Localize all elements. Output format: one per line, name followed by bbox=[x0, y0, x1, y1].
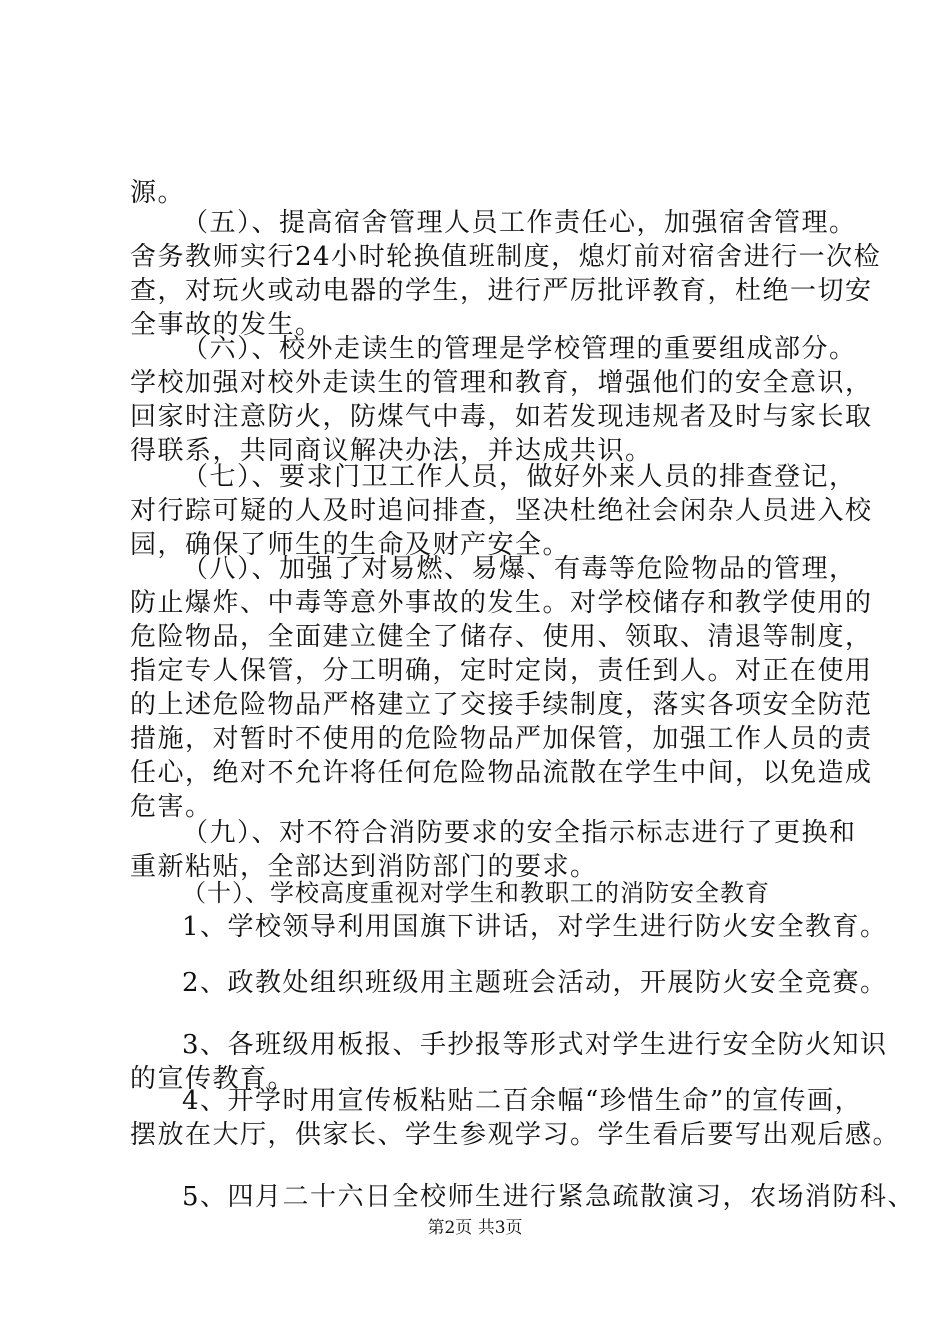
text-line: 学校加强对校外走读生的管理和教育，增强他们的安全意识， bbox=[130, 368, 873, 398]
text-line: 指定专人保管，分工明确，定时定岗，责任到人。对正在使用 bbox=[130, 656, 873, 686]
text-line: （五）、提高宿舍管理人员工作责任心，加强宿舍管理。 bbox=[182, 208, 857, 238]
text-line: 源。 bbox=[130, 178, 186, 208]
text-line: 舍务教师实行24小时轮换值班制度，熄灯前对宿舍进行一次检 bbox=[130, 242, 882, 272]
text-line: 2、政教处组织班级用主题班会活动，开展防火安全竞赛。 bbox=[182, 968, 888, 998]
text-line: （九）、对不符合消防要求的安全指示标志进行了更换和 bbox=[182, 818, 857, 848]
text-line: 防止爆炸、中毒等意外事故的发生。对学校储存和教学使用的 bbox=[130, 588, 873, 618]
text-line: （八）、加强了对易燃、易爆、有毒等危险物品的管理， bbox=[182, 554, 857, 584]
text-line: （十）、学校高度重视对学生和教职工的消防安全教育 bbox=[182, 879, 770, 907]
text-line: 5、四月二十六日全校师生进行紧急疏散演习，农场消防科、 bbox=[182, 1182, 916, 1212]
text-line: 重新粘贴，全部达到消防部门的要求。 bbox=[130, 852, 598, 882]
text-line: 危险物品，全面建立健全了储存、使用、领取、清退等制度， bbox=[130, 622, 873, 652]
text-line: 回家时注意防火，防煤气中毒，如若发现违规者及时与家长取 bbox=[130, 402, 873, 432]
text-line: （七）、要求门卫工作人员，做好外来人员的排查登记， bbox=[182, 462, 857, 492]
text-line: 得联系，共同商议解决办法，并达成共识。 bbox=[130, 436, 653, 466]
text-line: 全事故的发生。 bbox=[130, 310, 323, 340]
text-line: （六）、校外走读生的管理是学校管理的重要组成部分。 bbox=[182, 334, 857, 364]
text-line: 对行踪可疑的人及时追问排查，坚决杜绝社会闲杂人员进入校 bbox=[130, 496, 873, 526]
text-line: 4、开学时用宣传板粘贴二百余幅“珍惜生命”的宣传画， bbox=[182, 1086, 863, 1116]
text-line: 查，对玩火或动电器的学生，进行严厉批评教育，杜绝一切安 bbox=[130, 276, 873, 306]
text-line: 的上述危险物品严格建立了交接手续制度，落实各项安全防范 bbox=[130, 690, 873, 720]
text-line: 1、学校领导利用国旗下讲话，对学生进行防火安全教育。 bbox=[182, 912, 888, 942]
page-number-footer: 第2页 共3页 bbox=[427, 1218, 523, 1238]
text-line: 措施，对暂时不使用的危险物品严加保管，加强工作人员的责 bbox=[130, 724, 873, 754]
text-line: 任心，绝对不允许将任何危险物品流散在学生中间，以免造成 bbox=[130, 758, 873, 788]
text-line: 危害。 bbox=[130, 792, 213, 822]
text-line: 的宣传教育。 bbox=[130, 1064, 296, 1094]
text-line: 3、各班级用板报、手抄报等形式对学生进行安全防火知识 bbox=[182, 1030, 888, 1060]
text-line: 摆放在大厅，供家长、学生参观学习。学生看后要写出观后感。 bbox=[130, 1120, 901, 1150]
text-line: 园，确保了师生的生命及财产安全。 bbox=[130, 530, 571, 560]
